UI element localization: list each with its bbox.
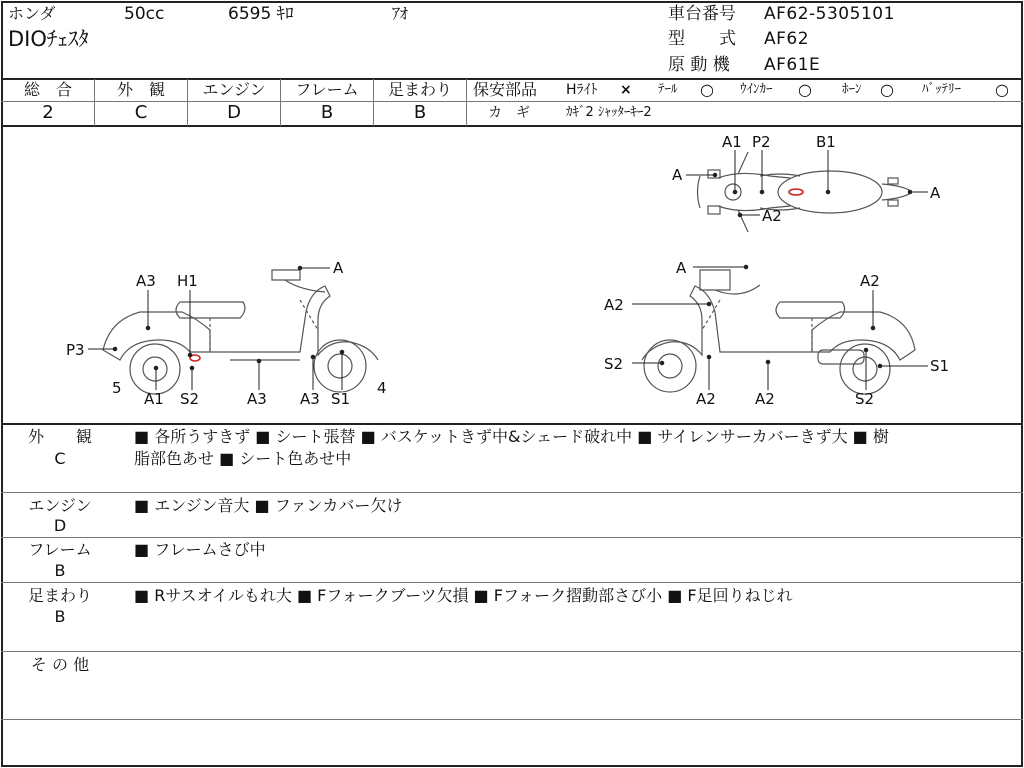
grade-frame-value: B — [320, 102, 334, 123]
notes-exterior-label: 外 観 — [27, 427, 92, 446]
label-right-s2-bottom: S2 — [855, 390, 875, 408]
notes-engine-text: ■ エンジン音大 ■ ファンカバー欠け — [134, 496, 403, 515]
label-left-s2: S2 — [180, 390, 200, 408]
label-left-a1: A1 — [144, 390, 164, 408]
headlight-status: × — [620, 82, 632, 98]
label-left-s1: S1 — [331, 390, 351, 408]
label-right-a2-rear: A2 — [860, 272, 880, 290]
label-left-a3-right: A3 — [300, 390, 320, 408]
label-right-s2-left: S2 — [604, 355, 624, 373]
maker: ホンダ — [8, 4, 56, 23]
engine-model-label: 原 動 機 — [668, 55, 730, 75]
label-left-h1: H1 — [177, 272, 198, 290]
label-right-a2-front: A2 — [604, 296, 624, 314]
grade-frame-label: フレーム — [295, 80, 359, 99]
notes-top-border — [1, 423, 1023, 425]
notes-divider-3 — [1, 582, 1023, 583]
notes-suspension-text: ■ Rサスオイルもれ大 ■ Fフォークブーツ欠損 ■ Fフォーク摺動部さび小 ■ F足回りねじれ — [134, 586, 793, 605]
damage-mark-seat-top — [789, 189, 803, 195]
grade-col-divider-5 — [466, 79, 467, 126]
safety-parts-label: 保安部品 — [473, 80, 538, 99]
notes-other-label: そ の 他 — [30, 655, 90, 674]
label-top-b1: B1 — [816, 133, 836, 151]
notes-exterior-line-1: ■ 各所うすきず ■ シート張替 ■ バスケットきず中&シェード破れ中 ■ サイレンサーカバーきず大 ■ 樹 — [134, 427, 889, 446]
grade-exterior-label: 外 観 — [116, 80, 165, 99]
frame-number-label: 車台番号 — [668, 4, 736, 24]
safety-mid-line — [467, 101, 1023, 102]
model-name: DIOﾁｪｽﾀ — [8, 27, 89, 51]
mileage: 6595 ｷﾛ — [228, 4, 294, 24]
notes-frame-label: フレーム — [28, 540, 92, 559]
frame-number: AF62-5305101 — [764, 4, 895, 24]
winker-label: ｳｲﾝｶｰ — [740, 82, 773, 97]
label-left-p3: P3 — [66, 341, 85, 359]
horn-label: ﾎｰﾝ — [842, 82, 862, 97]
label-right-a-handle: A — [676, 259, 687, 277]
engine-model: AF61E — [764, 55, 821, 75]
label-top-p2: P2 — [752, 133, 771, 151]
tail-status: ○ — [700, 80, 714, 99]
battery-label: ﾊﾞｯﾃﾘｰ — [922, 82, 961, 97]
winker-status: ○ — [798, 80, 812, 99]
label-left-a3-top: A3 — [136, 272, 156, 290]
notes-suspension-grade: B — [54, 607, 66, 626]
notes-engine-grade: D — [53, 516, 67, 535]
grade-overall-value: 2 — [42, 102, 54, 123]
label-right-a2-bottom-2: A2 — [755, 390, 775, 408]
notes-divider-1 — [1, 492, 1023, 493]
notes-frame-grade: B — [54, 561, 66, 580]
tail-label: ﾃｰﾙ — [658, 82, 678, 97]
key-value: ｶｷﾞ2 ｼｬｯﾀｰｷｰ2 — [566, 105, 652, 120]
notes-exterior-grade: C — [54, 449, 66, 468]
label-top-a-left: A — [672, 166, 683, 184]
grade-overall-label: 総 合 — [23, 80, 72, 99]
notes-divider-4 — [1, 651, 1023, 652]
battery-status: ○ — [995, 80, 1009, 99]
label-right-a2-bottom-1: A2 — [696, 390, 716, 408]
notes-engine-label: エンジン — [28, 496, 92, 515]
label-top-a1: A1 — [722, 133, 742, 151]
type-label: 型 式 — [668, 29, 736, 49]
notes-divider-5 — [1, 719, 1023, 720]
top-view-scooter — [698, 152, 913, 232]
damage-diagram — [0, 126, 1024, 424]
headlight-label: Hﾗｲﾄ — [566, 82, 598, 98]
label-top-a2: A2 — [762, 207, 782, 225]
notes-divider-2 — [1, 537, 1023, 538]
grade-exterior-value: C — [134, 102, 148, 123]
body-color: ｱｵ — [392, 4, 409, 23]
label-top-a-right: A — [930, 184, 941, 202]
notes-exterior-line-2: 脂部色あせ ■ シート色あせ中 — [134, 449, 352, 468]
label-left-num5: 5 — [112, 379, 122, 397]
label-left-num4: 4 — [377, 379, 387, 397]
notes-frame-text: ■ フレームさび中 — [134, 540, 266, 559]
grade-suspension-label: 足まわり — [387, 80, 452, 99]
notes-suspension-label: 足まわり — [27, 586, 92, 605]
label-left-a3-mid: A3 — [247, 390, 267, 408]
grade-engine-label: エンジン — [202, 80, 266, 99]
label-left-a-handle: A — [333, 259, 344, 277]
displacement: 50cc — [124, 4, 165, 24]
horn-status: ○ — [880, 80, 894, 99]
type-value: AF62 — [764, 29, 810, 49]
grade-suspension-value: B — [413, 102, 427, 123]
label-right-s1: S1 — [930, 357, 950, 375]
grade-engine-value: D — [227, 102, 241, 123]
key-label: カ ギ — [488, 105, 530, 121]
